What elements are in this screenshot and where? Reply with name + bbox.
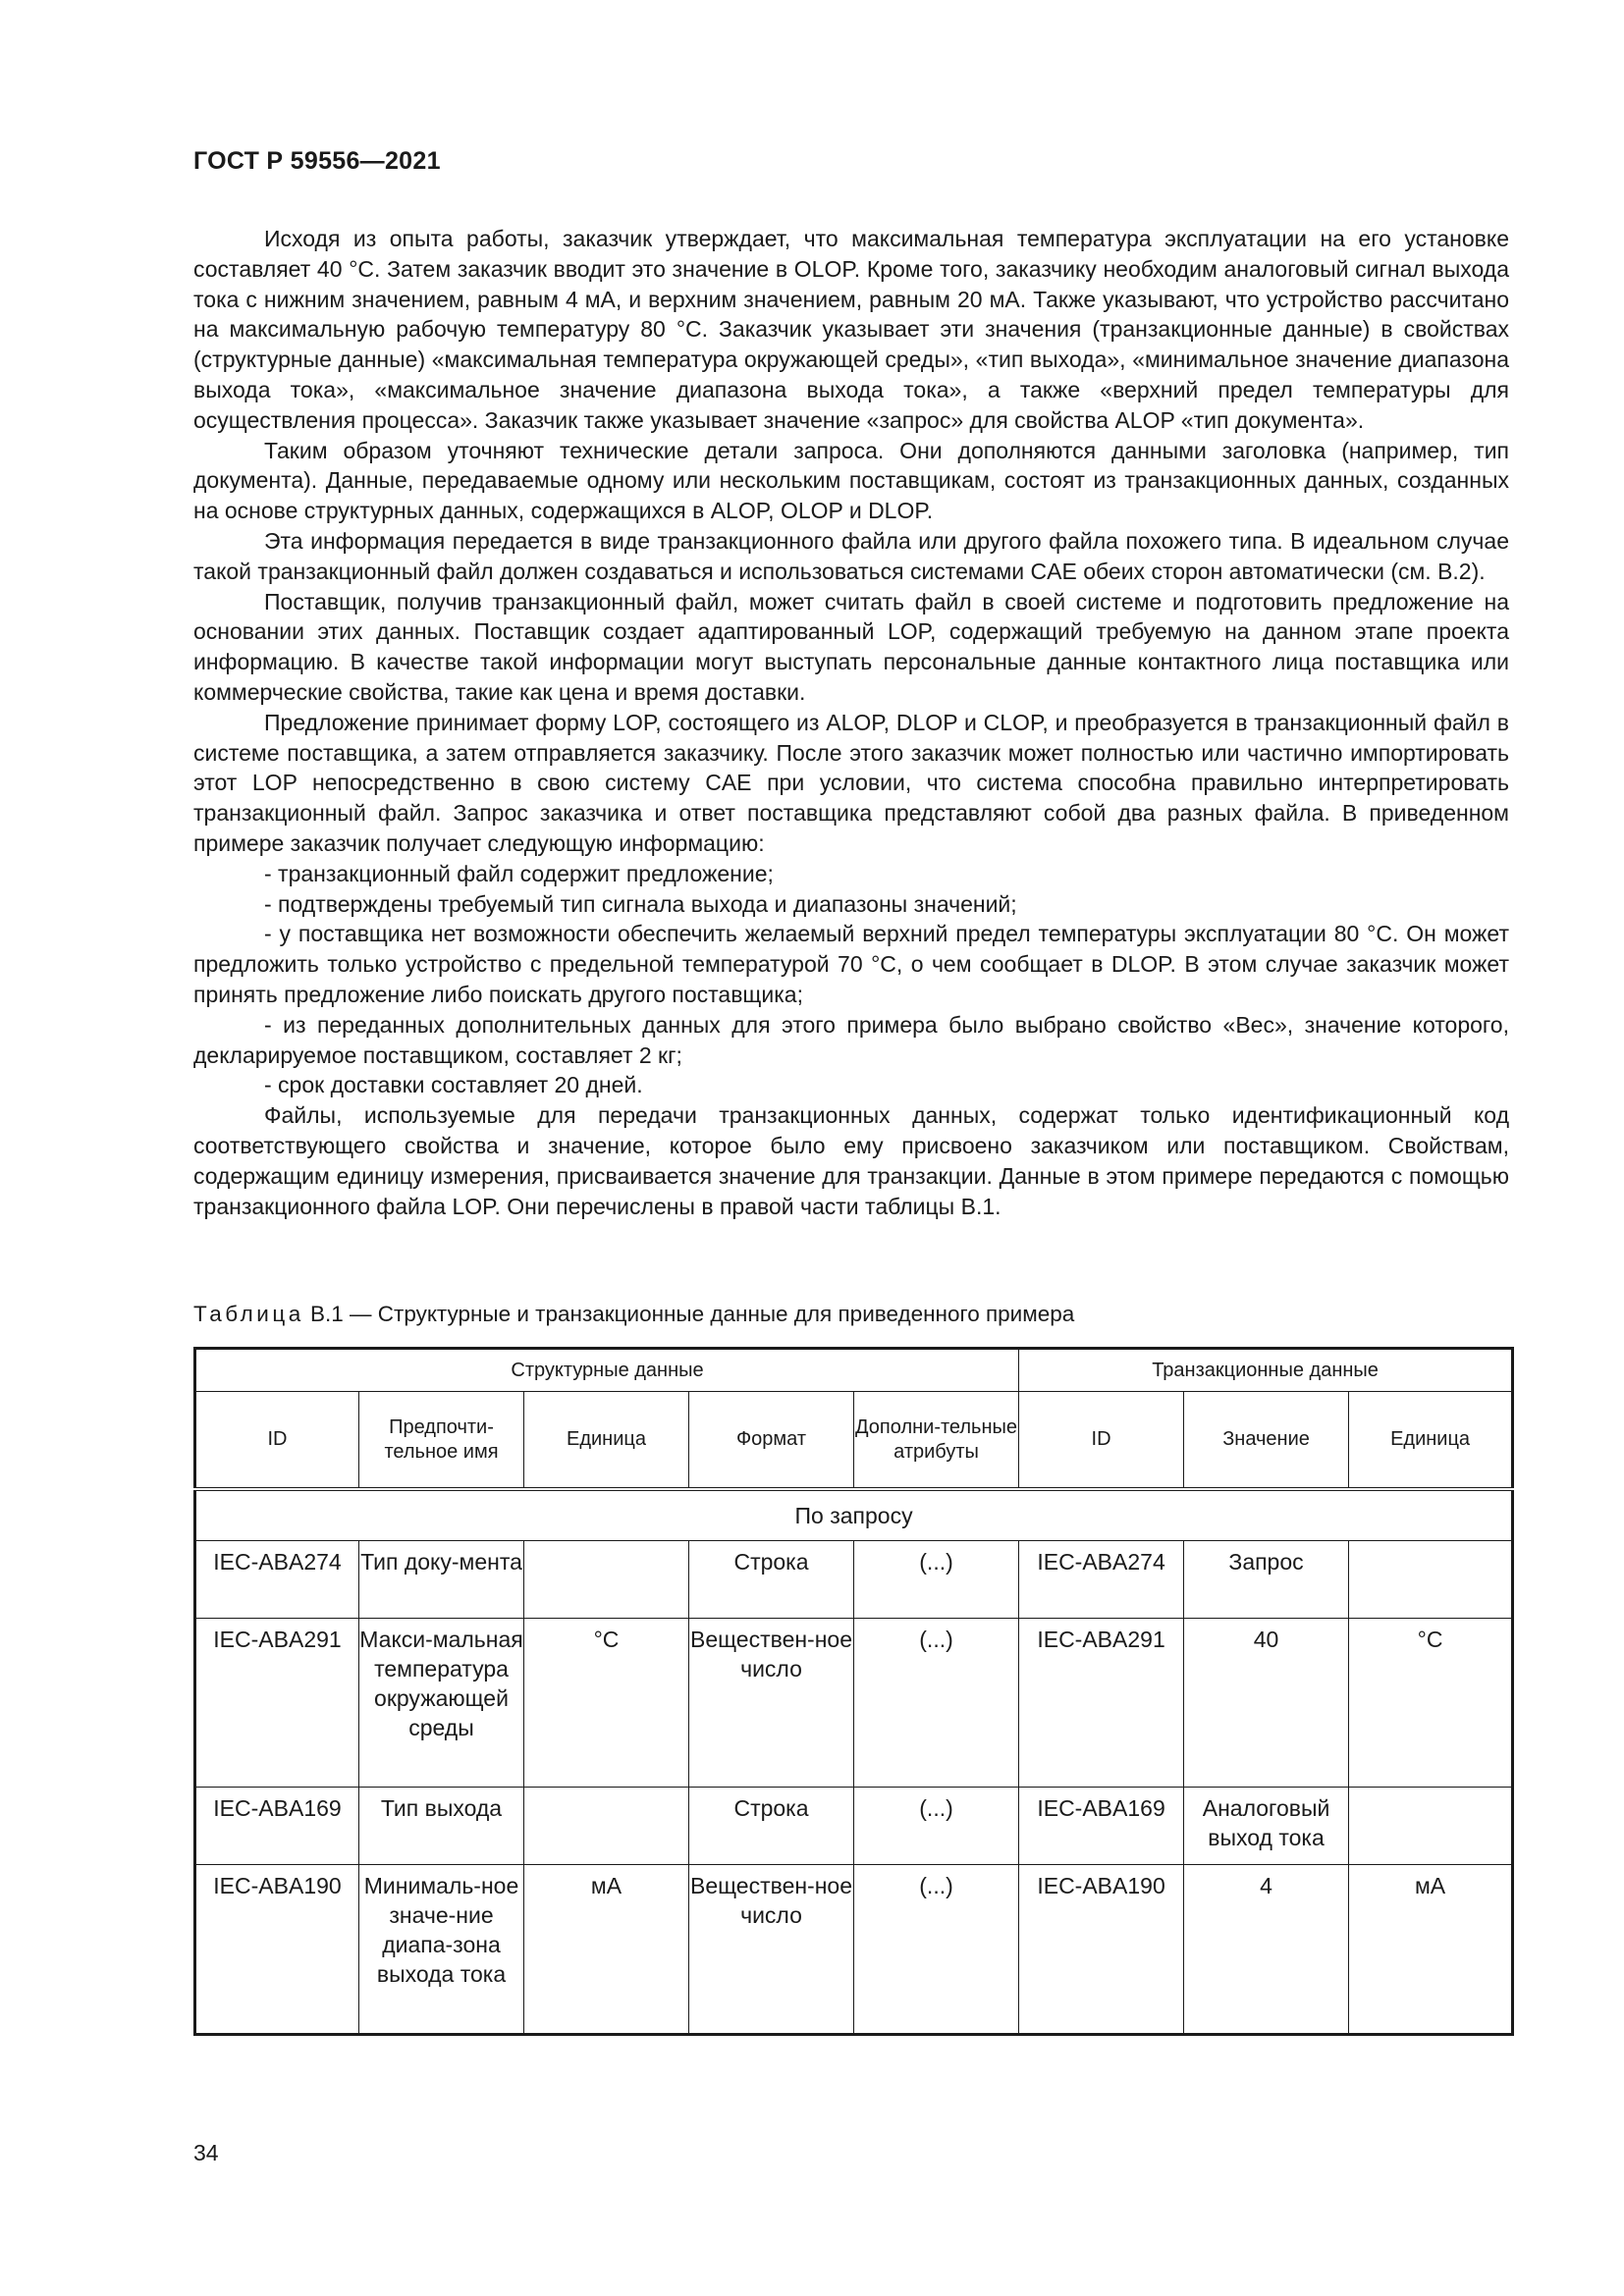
paragraph: Поставщик, получив транзакционный файл, может считать файл в своей системе и подготовить предложение на основании этих данных. Поставщик создает адаптированный LOP, содержащий требуемую на данном этапе проекта информацию. В качестве такой информации могут выступать персональные данные контактного лица поставщика или коммерческие свойства, такие как цена и время доставки.: [193, 588, 1509, 705]
list-item: - из переданных дополнительных данных для этого примера было выбрано свойство «Вес», значение которого, декларируемое поставщиком, составляет 2 кг;: [193, 1011, 1509, 1068]
table-cell: Строка: [689, 1541, 854, 1619]
body-text: [193, 224, 1509, 1221]
table-cell: Тип выхода: [359, 1788, 524, 1865]
table-cell: [524, 1788, 689, 1865]
column-header: Единица: [524, 1392, 689, 1490]
table-column-header-row: [195, 1392, 1513, 1490]
table-cell: мА: [1349, 1865, 1513, 2035]
table-cell: Макси-мальная температура окружающей среды: [359, 1619, 524, 1788]
group-header-transactional: Транзакционные данные: [1019, 1349, 1513, 1392]
table-cell: [1349, 1788, 1513, 1865]
table-cell: IEC-ABA274: [195, 1541, 359, 1619]
group-header-structural: Структурные данные: [195, 1349, 1019, 1392]
paragraph: Исходя из опыта работы, заказчик утверждает, что максимальная температура эксплуатации на его установке составляет 40 °С. Затем заказчик вводит это значение в OLOP. Кроме того, заказчику необходим аналоговый сигнал выхода тока с нижним значением, равным 4 мА, и верхним значением, равным 20 мА. Также указывают, что устройство рассчитано на максимальную рабочую температуру 80 °С. Заказчик указывает эти значения (транзакционные данные) в свойствах (структурные данные) «максимальная температура окружающей среды», «тип выхода», «минимальное значение диапазона выхода тока», «максимальное значение диапазона выхода тока», а также «верхний предел температуры для осуществления процесса». Заказчик также указывает значение «запрос» для свойства ALOP «тип документа».: [193, 226, 1509, 433]
table-cell: IEC-ABA291: [195, 1619, 359, 1788]
table-cell: (...): [854, 1541, 1019, 1619]
table-cell: IEC-ABA291: [1019, 1619, 1184, 1788]
section-label: По запросу: [195, 1489, 1513, 1541]
table-caption-text: В.1 — Структурные и транзакционные данные для приведенного примера: [310, 1302, 1075, 1326]
table-group-header-row: [195, 1349, 1513, 1392]
list-item: - у поставщика нет возможности обеспечить желаемый верхний предел температуры эксплуатации 80 °С. Он может предложить только устройство с предельной температурой 70 °С, о чем сообщает в DLOP. В этом случае заказчик может принять предложение либо поискать другого поставщика;: [193, 921, 1509, 1007]
table-row: [195, 1619, 1513, 1788]
table-section-row: [195, 1489, 1513, 1541]
table-cell: Тип доку-мента: [359, 1541, 524, 1619]
table-cell: IEC-ABA169: [1019, 1788, 1184, 1865]
column-header: ID: [195, 1392, 359, 1490]
data-table: [193, 1347, 1514, 2036]
table-row: [195, 1865, 1513, 2035]
table-cell: IEC-ABA190: [1019, 1865, 1184, 2035]
table-cell: Строка: [689, 1788, 854, 1865]
table-cell: (...): [854, 1619, 1019, 1788]
table-cell: Веществен-ное число: [689, 1865, 854, 2035]
table-cell: IEC-ABA169: [195, 1788, 359, 1865]
list-item: - срок доставки составляет 20 дней.: [264, 1072, 643, 1098]
table-cell: IEC-ABA274: [1019, 1541, 1184, 1619]
table-cell: [524, 1541, 689, 1619]
table-caption: [193, 1302, 1074, 1327]
table-cell: °С: [524, 1619, 689, 1788]
table-cell: 40: [1184, 1619, 1349, 1788]
column-header: Единица: [1349, 1392, 1513, 1490]
list-item: - транзакционный файл содержит предложение;: [264, 860, 774, 886]
column-header: Формат: [689, 1392, 854, 1490]
page-number: 34: [193, 2140, 219, 2165]
table-row: [195, 1788, 1513, 1865]
table-cell: мА: [524, 1865, 689, 2035]
table-cell: Минималь-ное значе-ние диапа-зона выхода тока: [359, 1865, 524, 2035]
paragraph: Эта информация передается в виде транзакционного файла или другого файла похожего типа. В идеальном случае такой транзакционный файл должен создаваться и использоваться системами CAE обеих сторон автоматически (см. В.2).: [193, 527, 1509, 584]
table-row: [195, 1541, 1513, 1619]
list-item: - подтверждены требуемый тип сигнала выхода и диапазоны значений;: [264, 890, 1017, 917]
table-cell: °С: [1349, 1619, 1513, 1788]
table-caption-label: Таблица: [193, 1302, 304, 1326]
column-header: Значение: [1184, 1392, 1349, 1490]
table-cell: [1349, 1541, 1513, 1619]
table-cell: Запрос: [1184, 1541, 1349, 1619]
column-header: ID: [1019, 1392, 1184, 1490]
paragraph: Файлы, используемые для передачи транзакционных данных, содержат только идентификационный код соответствующего свойства и значение, которое было ему присвоено заказчиком или поставщиком. Свойствам, содержащим единицу измерения, присваивается значение для транзакции. Данные в этом примере передаются с помощью транзакционного файла LOP. Они перечислены в правой части таблицы В.1.: [193, 1102, 1509, 1219]
column-header: Дополни-тельные атрибуты: [854, 1392, 1019, 1490]
table-cell: (...): [854, 1788, 1019, 1865]
table-cell: (...): [854, 1865, 1019, 2035]
column-header: Предпочти-тельное имя: [359, 1392, 524, 1490]
paragraph: Предложение принимает форму LOP, состоящего из ALOP, DLOP и CLOP, и преобразуется в транзакционный файл в системе поставщика, а затем отправляется заказчику. После этого заказчик может полностью или частично импортировать этот LOP непосредственно в свою систему CAE при условии, что система способна правильно интерпретировать транзакционный файл. Запрос заказчика и ответ поставщика представляют собой два разных файла. В приведенном примере заказчик получает следующую информацию:: [193, 709, 1509, 856]
paragraph: Таким образом уточняют технические детали запроса. Они дополняются данными заголовка (например, тип документа). Данные, передаваемые одному или нескольким поставщикам, состоят из транзакционных данных, созданных на основе структурных данных, содержащихся в ALOP, OLOP и DLOP.: [193, 437, 1509, 524]
table-cell: IEC-ABA190: [195, 1865, 359, 2035]
document-header: ГОСТ Р 59556—2021: [193, 147, 441, 175]
table-cell: 4: [1184, 1865, 1349, 2035]
table-cell: Веществен-ное число: [689, 1619, 854, 1788]
table-cell: Аналоговый выход тока: [1184, 1788, 1349, 1865]
